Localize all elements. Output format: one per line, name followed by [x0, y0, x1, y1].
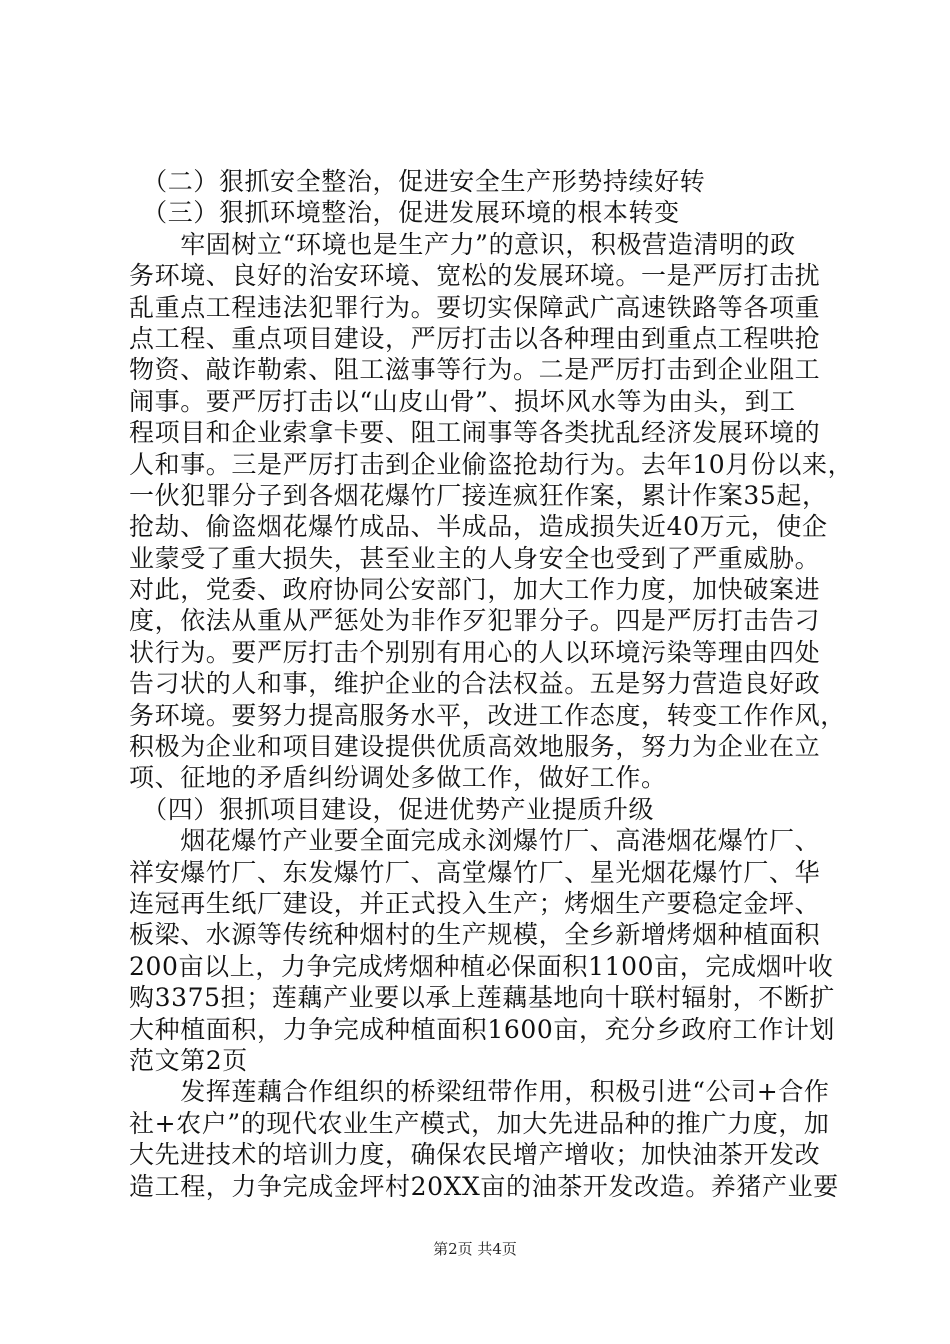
text-line: 程项目和企业索拿卡要、阻工闹事等各类扰乱经济发展环境的	[129, 418, 821, 448]
text-line: 告刁状的人和事，维护企业的合法权益。五是努力营造良好政	[129, 669, 821, 699]
text-line: 连冠再生纸厂建设，并正式投入生产；烤烟生产要稳定金坪、	[129, 888, 821, 918]
text-line: 人和事。三是严厉打击到企业偷盗抢劫行为。去年10月份以来，	[129, 449, 854, 479]
text-line: 闹事。要严厉打击以“山皮山骨”、损坏风水等为由头，到工	[129, 386, 796, 416]
text-line: 项、征地的矛盾纠纷调处多做工作，做好工作。	[129, 763, 667, 793]
text-line: 对此，党委、政府协同公安部门，加大工作力度，加快破案进	[129, 575, 821, 605]
text-line: （三）狠抓环境整治，促进发展环境的根本转变	[129, 198, 680, 228]
text-line: 一伙犯罪分子到各烟花爆竹厂接连疯狂作案，累计作案35起，	[129, 480, 828, 510]
text-line: 抢劫、偷盗烟花爆竹成品、半成品，造成损失近40万元，使企	[129, 512, 828, 542]
text-line: 购3375担；莲藕产业要以承上莲藕基地向十联村辐射，不断扩	[129, 983, 836, 1013]
text-line: 烟花爆竹产业要全面完成永浏爆竹厂、高港烟花爆竹厂、	[129, 826, 821, 856]
document-body	[129, 166, 854, 1202]
text-line: 乱重点工程违法犯罪行为。要切实保障武广高速铁路等各项重	[129, 292, 821, 322]
text-line: 200亩以上，力争完成烤烟种植必保面积1100亩，完成烟叶收	[129, 951, 834, 981]
text-line: 物资、敲诈勒索、阻工滋事等行为。二是严厉打击到企业阻工	[129, 355, 821, 385]
text-line: 造工程，力争完成金坪村20XX亩的油茶开发改造。养猪产业要	[129, 1171, 839, 1201]
text-line: 板梁、水源等传统种烟村的生产规模，全乡新增烤烟种植面积	[129, 920, 821, 950]
text-line: 大先进技术的培训力度，确保农民增产增收；加快油茶开发改	[129, 1140, 821, 1170]
text-line: 务环境。要努力提高服务水平，改进工作态度，转变工作作风，	[129, 700, 846, 730]
text-line: 度，依法从重从严惩处为非作歹犯罪分子。四是严厉打击告刁	[129, 606, 821, 636]
text-line: 业蒙受了重大损失，甚至业主的人身安全也受到了严重威胁。	[129, 543, 821, 573]
text-line: 务环境、良好的治安环境、宽松的发展环境。一是严厉打击扰	[129, 261, 821, 291]
text-line: 状行为。要严厉打击个别别有用心的人以环境污染等理由四处	[129, 637, 821, 667]
text-line: 祥安爆竹厂、东发爆竹厂、高堂爆竹厂、星光烟花爆竹厂、华	[129, 857, 821, 887]
text-line: 大种植面积，力争完成种植面积1600亩，充分乡政府工作计划	[129, 1014, 836, 1044]
text-line: （二）狠抓安全整治，促进安全生产形势持续好转	[129, 167, 706, 196]
text-line: 社+农户”的现代农业生产模式，加大先进品种的推广力度，加	[129, 1108, 830, 1138]
text-line: 范文第2页	[129, 1045, 248, 1075]
text-line: 积极为企业和项目建设提供优质高效地服务，努力为企业在立	[129, 732, 821, 762]
page-footer: 第2页 共4页	[433, 1240, 517, 1258]
text-line: （四）狠抓项目建设，促进优势产业提质升级	[129, 794, 655, 824]
text-line: 点工程、重点项目建设，严厉打击以各种理由到重点工程哄抢	[129, 323, 821, 353]
text-line: 牢固树立“环境也是生产力”的意识，积极营造清明的政	[129, 229, 796, 259]
text-line: 发挥莲藕合作组织的桥梁纽带作用，积极引进“公司+合作	[129, 1077, 830, 1107]
